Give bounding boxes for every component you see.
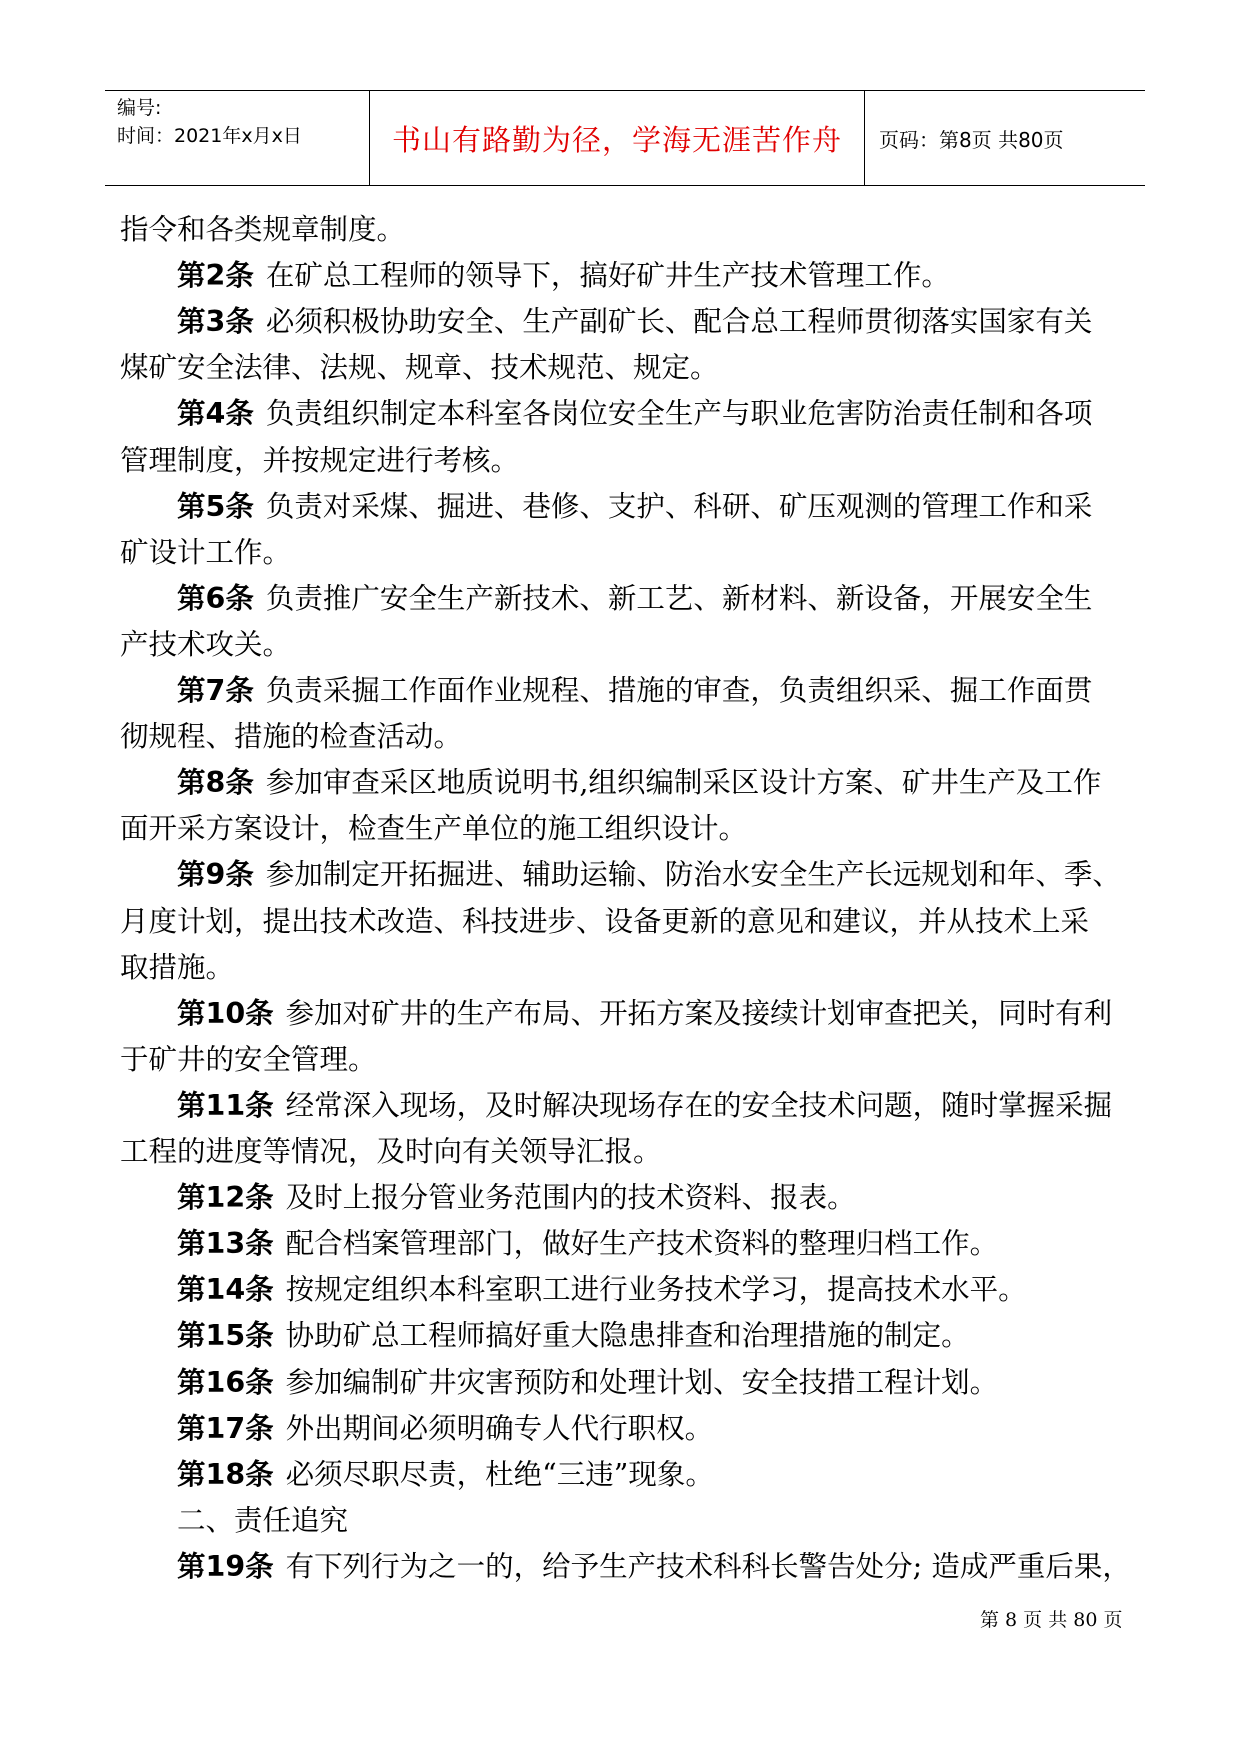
page-footer: 第 8 页 共 80 页: [980, 1609, 1123, 1631]
text-line: [177, 1313, 970, 1354]
text-line: [177, 391, 1092, 432]
article-number: 第16条: [177, 1365, 274, 1399]
text-line: [177, 1406, 713, 1447]
line-text: 按规定组织本科室职工进行业务技术学习，提高技术水平。: [285, 1273, 1027, 1307]
text-line: [120, 1129, 662, 1170]
line-text: 指令和各类规章制度。: [120, 213, 406, 246]
line-text: 彻规程、措施的检查活动。: [120, 720, 463, 754]
text-line: [177, 576, 1092, 617]
line-text: 在矿总工程师的领导下，搞好矿井生产技术管理工作。: [265, 259, 950, 293]
article-number: 第2条: [177, 259, 254, 293]
text-line: [177, 1175, 856, 1216]
text-line: [120, 622, 291, 663]
article-number: 第4条: [177, 397, 254, 431]
text-line: [177, 1221, 998, 1262]
article-number: 第15条: [177, 1319, 274, 1353]
line-text: 管理制度，并按规定进行考核。: [120, 443, 520, 477]
line-text: 负责对采煤、掘进、巷修、支护、科研、矿压观测的管理工作和采: [265, 489, 1093, 523]
article-number: 第9条: [177, 858, 254, 892]
text-line: [177, 299, 1092, 340]
header-page-cell: [865, 91, 1145, 185]
line-text: 参加审查采区地质说明书,组织编制采区设计方案、矿井生产及工作: [265, 766, 1102, 800]
line-text: 配合档案管理部门，做好生产技术资料的整理归档工作。: [285, 1227, 999, 1261]
text-line: [120, 806, 747, 847]
article-number: 第17条: [177, 1411, 274, 1445]
article-number: 第13条: [177, 1227, 274, 1261]
text-line: [120, 1037, 377, 1078]
line-text: 外出期间必须明确专人代行职权。: [285, 1411, 714, 1445]
document-number-label: 编号:: [117, 97, 162, 119]
text-line: [177, 1083, 1112, 1124]
article-number: 第6条: [177, 581, 254, 615]
line-text: 参加编制矿井灾害预防和处理计划、安全技措工程计划。: [285, 1365, 999, 1399]
line-text: 月度计划，提出技术改造、科技进步、设备更新的意见和建议，并从技术上采: [120, 904, 1090, 938]
text-line: [177, 1452, 714, 1493]
line-text: 产技术攻关。: [120, 627, 292, 661]
line-text: 负责推广安全生产新技术、新工艺、新材料、新设备，开展安全生: [265, 581, 1093, 615]
text-line: [120, 438, 519, 479]
line-text: 负责组织制定本科室各岗位安全生产与职业危害防治责任制和各项: [265, 397, 1093, 431]
text-line: [120, 899, 1089, 940]
line-text: 有下列行为之一的，给予生产技术科科长警告处分; 造成严重后果，: [285, 1549, 1131, 1583]
page-header: [105, 90, 1145, 186]
line-text: 负责采掘工作面作业规程、措施的审查，负责组织采、掘工作面贯: [265, 674, 1093, 707]
text-line: [177, 852, 1121, 893]
article-number: 第5条: [177, 489, 254, 523]
article-number: 第18条: [177, 1457, 274, 1491]
text-line: [177, 253, 950, 294]
text-line: [177, 484, 1092, 525]
article-number: 第3条: [177, 305, 254, 339]
text-line: [120, 945, 234, 986]
document-time-label: 时间：2021年x月x日: [117, 125, 302, 147]
header-meta-cell: [105, 91, 370, 185]
article-number: 第19条: [177, 1549, 274, 1583]
text-line: [120, 345, 719, 386]
line-text: 参加制定开拓掘进、辅助运输、防治水安全生产长远规划和年、季、: [265, 858, 1121, 892]
article-number: 第7条: [177, 674, 254, 707]
line-text: 取措施。: [120, 950, 235, 984]
article-number: 第11条: [177, 1088, 274, 1122]
text-line: [177, 1498, 348, 1539]
line-text: 参加对矿井的生产布局、开拓方案及接续计划审查把关，同时有利: [285, 996, 1113, 1030]
text-line: [177, 1267, 1027, 1308]
text-line: [120, 530, 291, 571]
article-number: 第10条: [177, 996, 274, 1030]
header-page-label: 页码：第8页 共80页: [879, 127, 1064, 152]
line-text: 矿设计工作。: [120, 535, 292, 569]
line-text: 二、责任追究: [177, 1503, 349, 1537]
line-text: 煤矿安全法律、法规、规章、技术规范、规定。: [120, 351, 719, 385]
line-text: 面开采方案设计，检查生产单位的施工组织设计。: [120, 812, 748, 846]
line-text: 必须积极协助安全、生产副矿长、配合总工程师贯彻落实国家有关: [265, 305, 1093, 339]
line-text: 于矿井的安全管理。: [120, 1042, 377, 1076]
text-line: [177, 668, 1092, 709]
text-line: [177, 760, 1101, 801]
article-number: 第8条: [177, 766, 254, 800]
article-number: 第14条: [177, 1273, 274, 1307]
article-number: 第12条: [177, 1181, 274, 1215]
text-line: [177, 1360, 998, 1401]
header-slogan: 书山有路勤为径，学海无涯苦作舟: [391, 122, 842, 157]
line-text: 协助矿总工程师搞好重大隐患排查和治理措施的制定。: [285, 1319, 970, 1353]
line-text: 经常深入现场，及时解决现场存在的安全技术问题，随时掌握采掘: [285, 1088, 1113, 1122]
text-line: [177, 1544, 1131, 1585]
line-text: 必须尽职尽责，杜绝“三违”现象。: [285, 1457, 714, 1491]
header-slogan-cell: [370, 91, 865, 185]
text-line: [177, 991, 1112, 1032]
line-text: 工程的进度等情况，及时向有关领导汇报。: [120, 1135, 662, 1168]
line-text: 及时上报分管业务范围内的技术资料、报表。: [285, 1181, 856, 1215]
text-line: [120, 714, 462, 755]
text-line: [120, 207, 405, 248]
